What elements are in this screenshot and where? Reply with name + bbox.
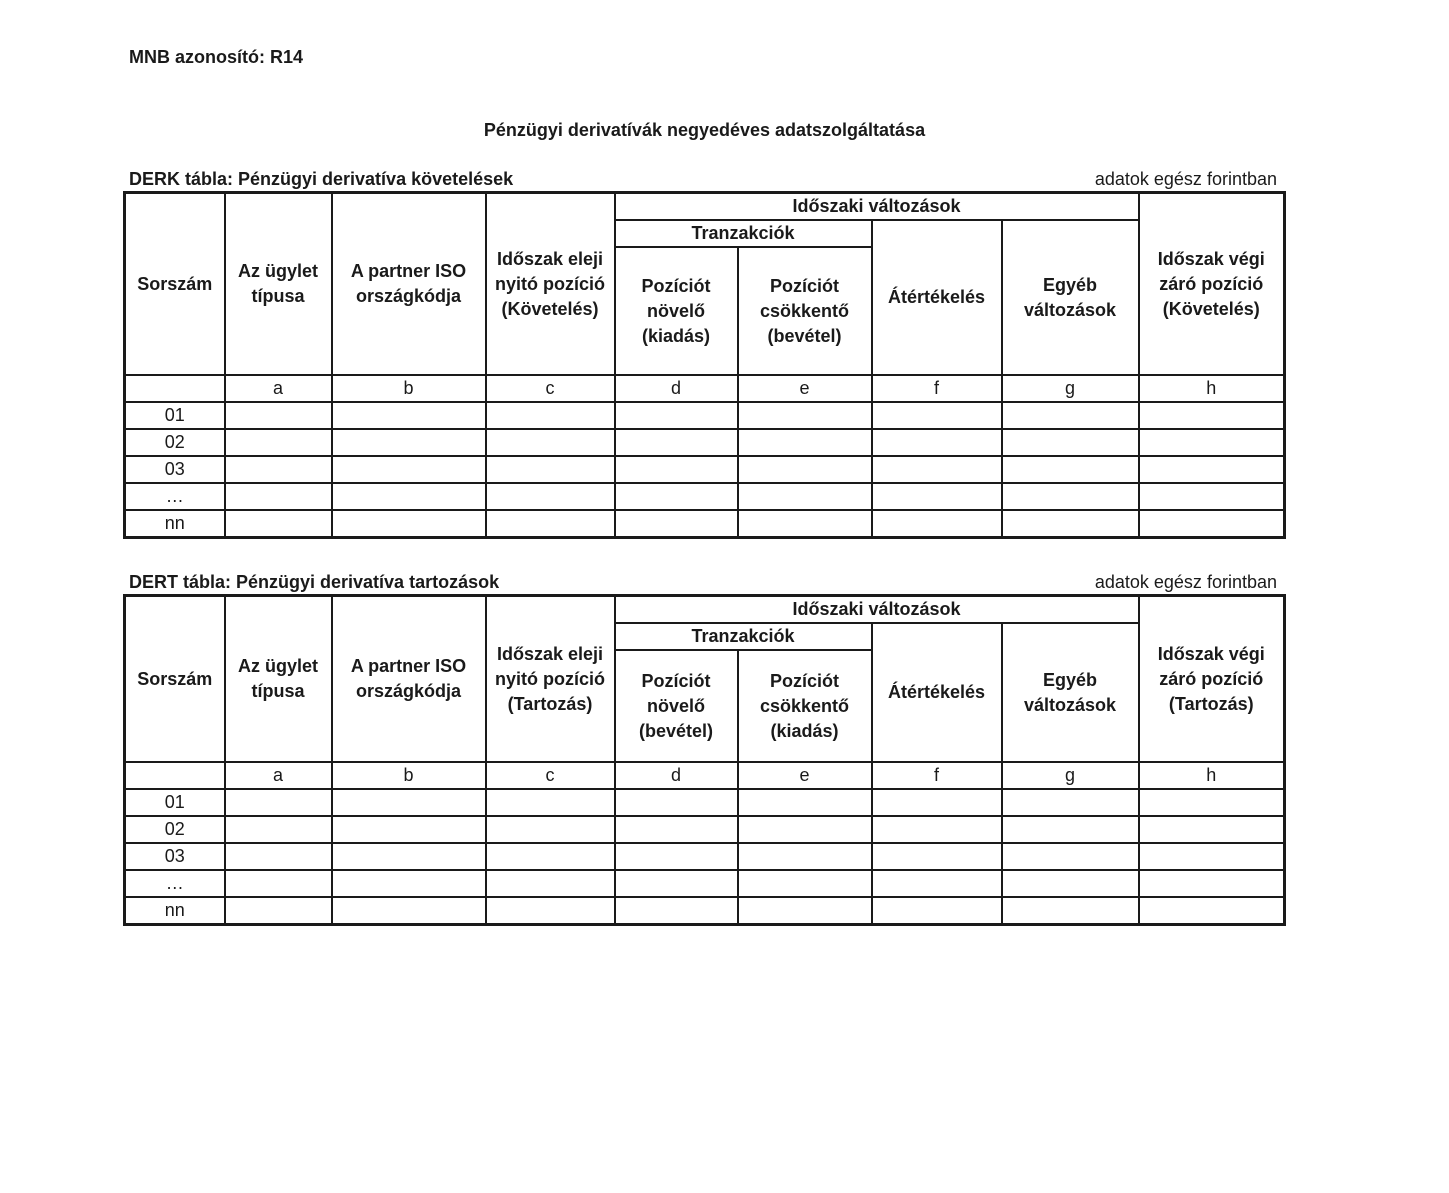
data-cell[interactable] <box>615 402 738 429</box>
data-cell[interactable] <box>225 456 332 483</box>
data-cell[interactable] <box>872 429 1002 456</box>
data-cell[interactable] <box>1139 429 1285 456</box>
header-sorszam: Sorszám <box>125 596 225 763</box>
data-cell[interactable] <box>225 789 332 816</box>
row-number: nn <box>125 510 225 538</box>
table-row <box>125 897 1285 925</box>
data-cell[interactable] <box>872 483 1002 510</box>
data-cell[interactable] <box>738 510 872 538</box>
header-pozicio-novelo: Pozíciót növelő (bevétel) <box>615 650 738 762</box>
data-cell[interactable] <box>1139 843 1285 870</box>
column-letter: e <box>738 762 872 789</box>
data-cell[interactable] <box>486 816 615 843</box>
header-zaro-pozicio: Időszak végi záró pozíció (Követelés) <box>1139 193 1285 376</box>
data-cell[interactable] <box>872 870 1002 897</box>
column-letter: c <box>486 375 615 402</box>
row-number: … <box>125 870 225 897</box>
column-letter-row <box>125 762 1285 789</box>
data-cell[interactable] <box>615 870 738 897</box>
column-letter: d <box>615 762 738 789</box>
header-idoszaki-valtozasok: Időszaki változások <box>615 193 1139 221</box>
data-cell[interactable] <box>225 816 332 843</box>
data-table <box>123 594 1286 926</box>
data-cell[interactable] <box>1002 510 1139 538</box>
data-cell[interactable] <box>1002 789 1139 816</box>
data-cell[interactable] <box>1139 816 1285 843</box>
column-letter: h <box>1139 762 1285 789</box>
column-letter: b <box>332 762 486 789</box>
row-number: … <box>125 483 225 510</box>
row-number: 02 <box>125 429 225 456</box>
document-id-label: MNB azonosító: R14 <box>129 47 304 67</box>
header-pozicio-novelo: Pozíciót növelő (kiadás) <box>615 247 738 375</box>
data-cell[interactable] <box>615 816 738 843</box>
data-cell[interactable] <box>1002 402 1139 429</box>
table-row <box>125 402 1285 429</box>
data-cell[interactable] <box>1139 402 1285 429</box>
dert-table-section <box>123 572 1283 926</box>
column-letter: g <box>1002 762 1139 789</box>
data-cell[interactable] <box>738 402 872 429</box>
row-number: 02 <box>125 816 225 843</box>
data-cell[interactable] <box>872 456 1002 483</box>
data-cell[interactable] <box>1139 789 1285 816</box>
data-cell[interactable] <box>872 789 1002 816</box>
header-atertekeles: Átértékelés <box>872 220 1002 375</box>
data-cell[interactable] <box>738 456 872 483</box>
letter-cell-empty <box>125 762 225 789</box>
table-title: DERK tábla: Pénzügyi derivatíva követelések <box>129 169 514 189</box>
header-nyito-pozicio: Időszak eleji nyitó pozíció (Követelés) <box>486 193 615 376</box>
data-cell[interactable] <box>486 429 615 456</box>
row-number: 03 <box>125 843 225 870</box>
data-cell[interactable] <box>872 843 1002 870</box>
document-title: Pénzügyi derivatívák negyedéves adatszolgáltatása <box>483 120 926 140</box>
header-atertekeles: Átértékelés <box>872 623 1002 762</box>
table-row <box>125 429 1285 456</box>
row-number: 01 <box>125 789 225 816</box>
table-row <box>125 843 1285 870</box>
column-letter: a <box>225 375 332 402</box>
data-cell[interactable] <box>225 429 332 456</box>
data-cell[interactable] <box>738 816 872 843</box>
data-cell[interactable] <box>1002 843 1139 870</box>
table-row <box>125 816 1285 843</box>
data-cell[interactable] <box>1139 897 1285 925</box>
column-letter: e <box>738 375 872 402</box>
header-egyeb-valtozasok: Egyéb változások <box>1002 623 1139 762</box>
data-cell[interactable] <box>332 789 486 816</box>
table-row <box>125 483 1285 510</box>
data-cell[interactable] <box>615 429 738 456</box>
data-cell[interactable] <box>872 816 1002 843</box>
column-letter: c <box>486 762 615 789</box>
table-row <box>125 789 1285 816</box>
data-cell[interactable] <box>615 456 738 483</box>
data-cell[interactable] <box>332 816 486 843</box>
data-cell[interactable] <box>1002 870 1139 897</box>
header-pozicio-csokkento: Pozíciót csökkentő (bevétel) <box>738 247 872 375</box>
header-partner-iso: A partner ISO országkódja <box>332 596 486 763</box>
header-tranzakciok: Tranzakciók <box>615 220 872 247</box>
header-partner-iso: A partner ISO országkódja <box>332 193 486 376</box>
data-cell[interactable] <box>225 483 332 510</box>
data-cell[interactable] <box>486 456 615 483</box>
table-row <box>125 510 1285 538</box>
table-unit-note: adatok egész forintban <box>1094 572 1277 592</box>
data-cell[interactable] <box>486 897 615 925</box>
data-cell[interactable] <box>225 402 332 429</box>
data-cell[interactable] <box>332 843 486 870</box>
data-cell[interactable] <box>1139 870 1285 897</box>
data-cell[interactable] <box>332 429 486 456</box>
data-cell[interactable] <box>1139 510 1285 538</box>
row-number: 01 <box>125 402 225 429</box>
letter-cell-empty <box>125 375 225 402</box>
data-cell[interactable] <box>332 897 486 925</box>
data-cell[interactable] <box>1002 897 1139 925</box>
header-tranzakciok: Tranzakciók <box>615 623 872 650</box>
data-cell[interactable] <box>872 897 1002 925</box>
column-letter: f <box>872 375 1002 402</box>
column-letter-row <box>125 375 1285 402</box>
column-letter: g <box>1002 375 1139 402</box>
data-cell[interactable] <box>738 870 872 897</box>
column-letter: f <box>872 762 1002 789</box>
header-nyito-pozicio: Időszak eleji nyitó pozíció (Tartozás) <box>486 596 615 763</box>
data-cell[interactable] <box>1002 456 1139 483</box>
data-cell[interactable] <box>332 483 486 510</box>
data-cell[interactable] <box>1002 816 1139 843</box>
data-cell[interactable] <box>1002 483 1139 510</box>
data-cell[interactable] <box>1139 456 1285 483</box>
data-cell[interactable] <box>225 870 332 897</box>
data-cell[interactable] <box>872 402 1002 429</box>
data-cell[interactable] <box>486 483 615 510</box>
data-cell[interactable] <box>738 483 872 510</box>
header-pozicio-csokkento: Pozíciót csökkentő (kiadás) <box>738 650 872 762</box>
data-cell[interactable] <box>615 897 738 925</box>
row-number: 03 <box>125 456 225 483</box>
data-cell[interactable] <box>615 789 738 816</box>
data-cell[interactable] <box>615 483 738 510</box>
data-cell[interactable] <box>225 843 332 870</box>
data-cell[interactable] <box>332 510 486 538</box>
header-egyeb-valtozasok: Egyéb változások <box>1002 220 1139 375</box>
data-cell[interactable] <box>872 510 1002 538</box>
data-cell[interactable] <box>332 456 486 483</box>
row-number: nn <box>125 897 225 925</box>
data-cell[interactable] <box>332 870 486 897</box>
data-cell[interactable] <box>225 897 332 925</box>
column-letter: b <box>332 375 486 402</box>
table-row <box>125 870 1285 897</box>
table-heading <box>123 169 1283 191</box>
data-cell[interactable] <box>225 510 332 538</box>
column-letter: h <box>1139 375 1285 402</box>
data-table <box>123 191 1286 539</box>
data-cell[interactable] <box>332 402 486 429</box>
data-cell[interactable] <box>738 789 872 816</box>
header-zaro-pozicio: Időszak végi záró pozíció (Tartozás) <box>1139 596 1285 763</box>
column-letter: a <box>225 762 332 789</box>
derk-table-section <box>123 169 1283 539</box>
data-cell[interactable] <box>738 429 872 456</box>
data-cell[interactable] <box>486 510 615 538</box>
data-cell[interactable] <box>738 897 872 925</box>
data-cell[interactable] <box>486 843 615 870</box>
data-cell[interactable] <box>615 843 738 870</box>
data-cell[interactable] <box>486 870 615 897</box>
data-cell[interactable] <box>738 843 872 870</box>
data-cell[interactable] <box>1002 429 1139 456</box>
table-heading <box>123 572 1283 594</box>
table-title: DERT tábla: Pénzügyi derivatíva tartozások <box>129 572 500 592</box>
header-ugylet-tipusa: Az ügylet típusa <box>225 193 332 376</box>
data-cell[interactable] <box>486 789 615 816</box>
data-cell[interactable] <box>486 402 615 429</box>
column-letter: d <box>615 375 738 402</box>
table-unit-note: adatok egész forintban <box>1094 169 1277 189</box>
data-cell[interactable] <box>1139 483 1285 510</box>
header-sorszam: Sorszám <box>125 193 225 376</box>
data-cell[interactable] <box>615 510 738 538</box>
table-row <box>125 456 1285 483</box>
header-ugylet-tipusa: Az ügylet típusa <box>225 596 332 763</box>
header-idoszaki-valtozasok: Időszaki változások <box>615 596 1139 624</box>
